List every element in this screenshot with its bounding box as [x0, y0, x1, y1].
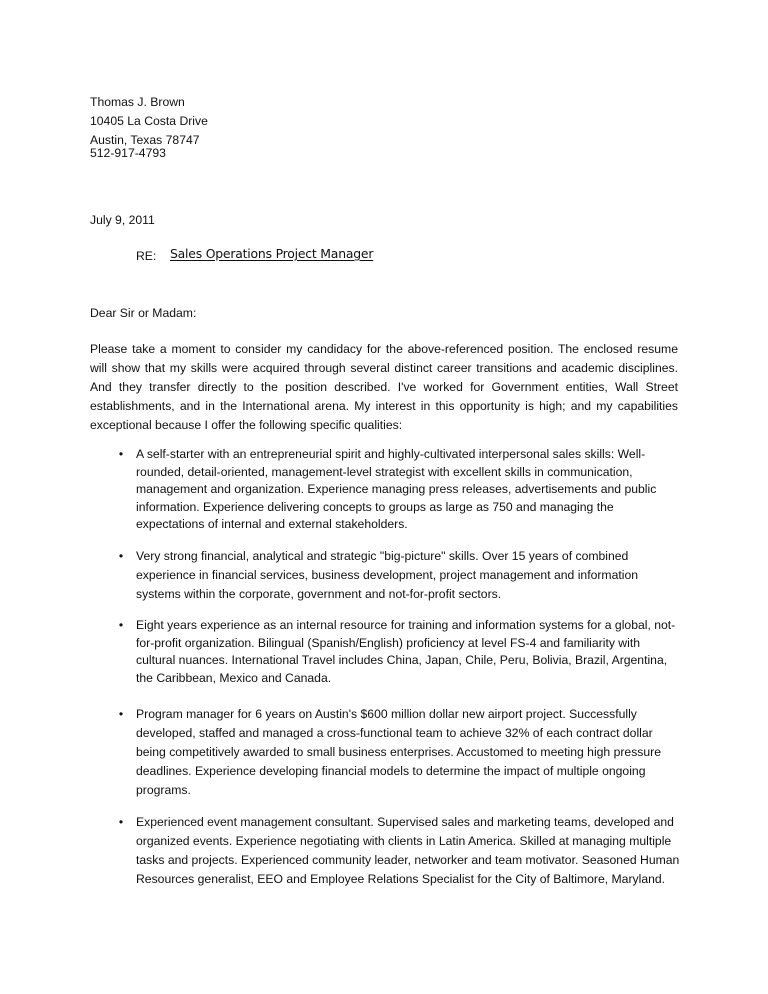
sender-city-state-zip: Austin, Texas 78747	[90, 133, 200, 147]
bullet-icon: •	[118, 447, 124, 461]
bullet-icon: •	[118, 815, 124, 829]
intro-paragraph: Please take a moment to consider my candidacy for the above-referenced position. The enclosed resume will show that my skills were acquired through several distinct career transitions and academic disciplines. And they transfer directly to the position described. I've worked for Government entities, Wall Street establishments, and in the International arena. My interest in this opportunity is high; and my capabilities exceptional because I offer the following specific qualities:	[90, 342, 678, 432]
sender-street: 10405 La Costa Drive	[90, 114, 208, 128]
quality-text: Eight years experience as an internal resource for training and information systems for a global, not-for-profit organization. Bilingual (Spanish/English) proficiency at level FS-4 and familiarity with cultural nuances. International Travel includes China, Japan, Chile, Peru, Bolivia, Brazil, Argentina, the Caribbean, Mexico and Canada.	[136, 618, 676, 685]
quality-item	[118, 617, 681, 687]
quality-item	[118, 813, 681, 889]
quality-text: Program manager for 6 years on Austin's $600 million dollar new airport project. Successfully developed, staffed and managed a cross-functional team to achieve 32% of each contract dollar being competitively awarded to small business enterprises. Accustomed to meeting high pressure deadlines. Experience developing financial models to determine the impact of multiple ongoing programs.	[136, 707, 662, 797]
sender-phone: 512-917-4793	[90, 146, 166, 160]
sender-name: Thomas J. Brown	[90, 95, 185, 109]
quality-text: Very strong financial, analytical and strategic "big-picture" skills. Over 15 years of combined experience in financial services, business development, project management and information systems within the corporate, government and not-for-profit sectors.	[136, 549, 638, 601]
re-subject: Sales Operations Project Manager	[170, 246, 374, 261]
quality-item	[118, 446, 681, 534]
quality-text: Experienced event management consultant. Supervised sales and marketing teams, developed and organized events. Experience negotiating with clients in Latin America. Skilled at managing multiple tasks and projects. Experienced community leader, networker and team motivator. Seasoned Human Resources generalist, EEO and Employee Relations Specialist for the City of Baltimore, Maryland.	[136, 815, 680, 886]
quality-item	[118, 705, 681, 800]
quality-text: A self-starter with an entrepreneurial spirit and highly-cultivated interpersonal sales skills: Well-rounded, detail-oriented, management-level strategist with excellent skills in communication, management and organization. Experience managing press releases, advertisements and public information. Experience delivering concepts to groups as large as 750 and managing the expectations of internal and external stakeholders.	[136, 447, 657, 531]
bullet-icon: •	[118, 707, 124, 721]
quality-item	[118, 547, 681, 604]
letter-date: July 9, 2011	[90, 213, 155, 227]
salutation: Dear Sir or Madam:	[90, 306, 197, 320]
re-label: RE:	[136, 249, 157, 263]
bullet-icon: •	[118, 618, 124, 632]
bullet-icon: •	[118, 549, 124, 563]
